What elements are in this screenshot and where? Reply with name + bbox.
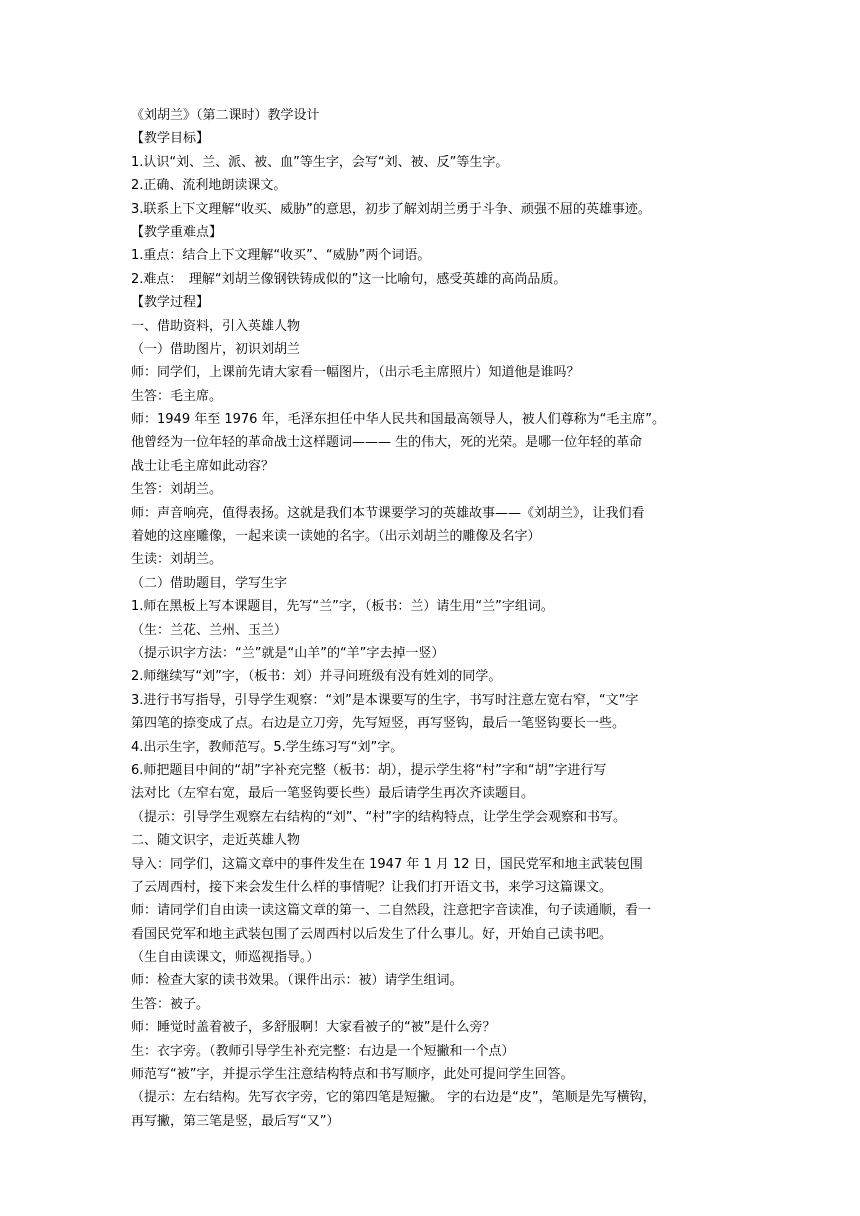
text-line: 4.出示生字，教师范写。5.学生练习写“刘”字。 (131, 739, 404, 755)
objective-item: 2.正确、流利地朗读课文。 (131, 178, 287, 194)
text-line: 战士让毛主席如此动容？ (131, 458, 275, 474)
text-line: 着她的这座雕像，一起来读一读她的名字。（出示刘胡兰的雕像及名字） (131, 529, 541, 545)
text-line: 师范写“被”字，并提示学生注意结构特点和书写顺序，此处可提问学生回答。 (131, 1067, 574, 1083)
section-heading: 二、随文识字，走近英雄人物 (131, 833, 301, 849)
objective-item: 1.认识“刘、兰、派、被、血”等生字，会写“刘、被、反”等生字。 (131, 154, 509, 170)
text-line: 第四笔的捺变成了点。右边是立刀旁，先写短竖，再写竖钩，最后一笔竖钩要长一些。 (131, 716, 626, 732)
text-line: （生自由读课文，师巡视指导。） (131, 950, 320, 966)
text-line: 看国民党军和地主武装包围了云周西村以后发生了什么事儿。好，开始自己读书吧。 (131, 926, 613, 942)
text-line: 他曾经为一位年轻的革命战士这样题词——— 生的伟大，死的光荣。是哪一位年轻的革命 (131, 435, 643, 451)
text-line: 师：请同学们自由读一读这篇文章的第一、二自然段，注意把字音读准，句子读通顺，看一 (131, 903, 652, 919)
text-line: 师：声音响亮，值得表扬。这就是我们本节课要学习的英雄故事——《刘胡兰》，让我们看 (131, 505, 645, 521)
text-line: 生：衣字旁。（教师引导学生补充完整：右边是一个短撇和一个点） (131, 1043, 515, 1059)
section-heading-objectives: 【教学目标】 (131, 131, 210, 147)
text-line: 生答：刘胡兰。 (131, 482, 223, 498)
text-line: 导入：同学们，这篇文章中的事件发生在 1947 年 1 月 12 日，国民党军和地主武装包围 (131, 856, 643, 872)
text-line: （提示识字方法：“兰”就是“山羊”的“羊”字去掉一竖） (131, 645, 445, 661)
document-title: 《刘胡兰》（第二课时）教学设计 (131, 108, 320, 123)
text-line: 再写撇，第三笔是竖，最后写“又”） (131, 1113, 340, 1129)
section-heading-key-points: 【教学重难点】 (131, 224, 223, 240)
subsection-heading: （一）借助图片，初识刘胡兰 (131, 341, 301, 357)
text-line: （生：兰花、兰州、玉兰） (131, 622, 288, 638)
text-line: 法对比（左窄右宽，最后一笔竖钩要长些）最后请学生再次齐读题目。 (131, 786, 535, 802)
key-point-item: 2.难点： 理解“刘胡兰像钢铁铸成似的”这一比喻句，感受英雄的高尚品质。 (131, 271, 567, 287)
text-line: （提示：左右结构。先写衣字旁，它的第四笔是短撇。 字的右边是“皮”，笔顺是先写横钩， (131, 1090, 656, 1106)
text-line: 师：检查大家的读书效果。（课件出示：被）请学生组词。 (131, 973, 463, 989)
text-line: 6.师把题目中间的“胡”字补充完整（板书：胡），提示学生将“村”字和“胡”字进行写 (131, 762, 607, 778)
objective-item: 3.联系上下文理解“收买、威胁”的意思，初步了解刘胡兰勇于斗争、顽强不屈的英雄事迹。 (131, 201, 651, 217)
text-line: 3.进行书写指导，引导学生观察：“刘”是本课要写的生字，书写时注意左宽右窄，“文”字 (131, 692, 639, 708)
text-line: 生答：被子。 (131, 996, 210, 1012)
text-line: 师：1949 年至 1976 年，毛泽东担任中华人民共和国最高领导人，被人们尊称为“毛主席”。 (131, 412, 666, 428)
subsection-heading: 一、借助资料，引入英雄人物 (131, 318, 301, 334)
text-line: 了云周西村，接下来会发生什么样的事情呢？让我们打开语文书，来学习这篇课文。 (131, 879, 613, 895)
section-heading-process: 【教学过程】 (131, 295, 210, 311)
document-body (131, 104, 731, 1133)
text-line: 师：同学们，上课前先请大家看一幅图片，（出示毛主席照片）知道他是谁吗？ (131, 365, 580, 381)
key-point-item: 1.重点：结合上下文理解“收买”、“威胁”两个词语。 (131, 248, 431, 264)
text-line: （提示：引导学生观察左右结构的“刘”、“村”字的结构特点，让学生学会观察和书写。 (131, 809, 626, 825)
text-line: 生读：刘胡兰。 (131, 552, 223, 568)
text-line: 2.师继续写“刘”字，（板书：刘）并寻问班级有没有姓刘的同学。 (131, 669, 502, 685)
text-line: 师：睡觉时盖着被子，多舒服啊！大家看被子的“被”是什么旁？ (131, 1020, 496, 1036)
subsection-heading: （二）借助题目，学写生字 (131, 575, 288, 591)
text-line: 生答：毛主席。 (131, 388, 223, 404)
text-line: 1.师在黑板上写本课题目，先写“兰”字，（板书：兰）请生用“兰”字组词。 (131, 599, 554, 615)
